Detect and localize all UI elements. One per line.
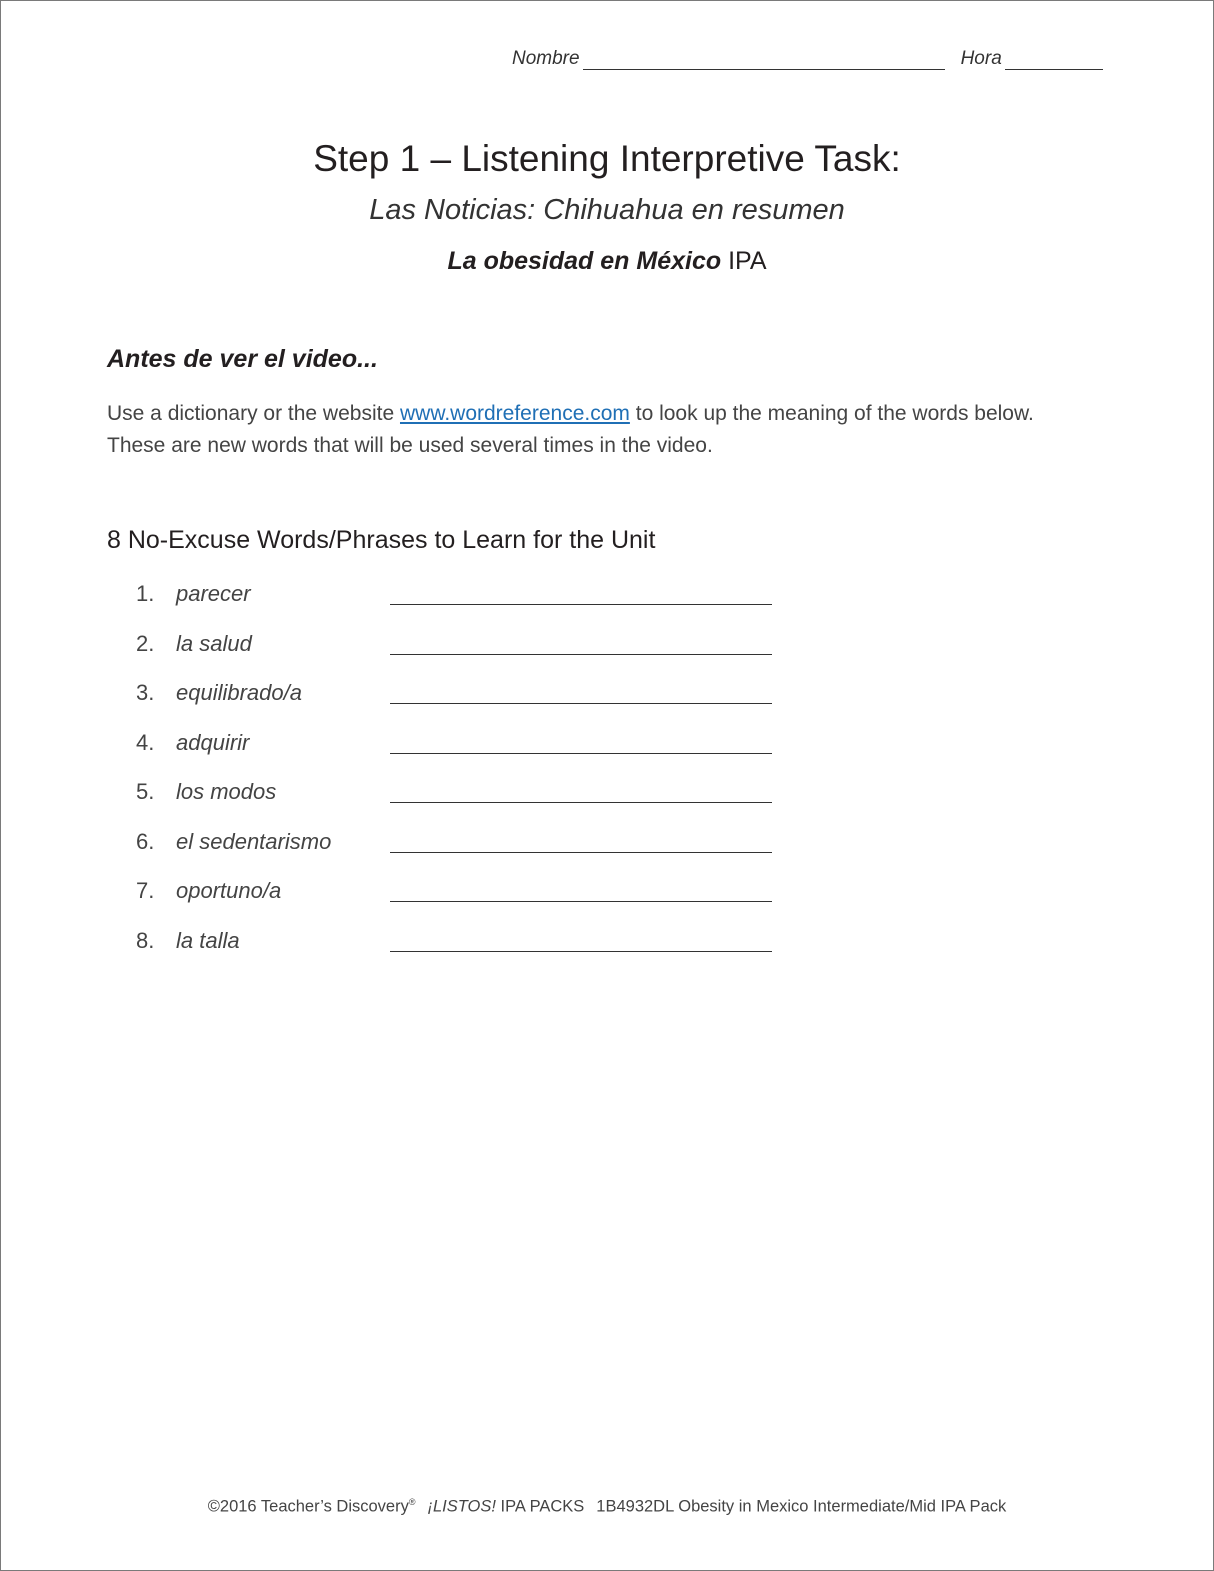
instructions-text-after: to look up the meaning of the words below. These are new words that will be used several times in the video. — [107, 402, 1034, 457]
wordreference-link[interactable]: www.wordreference.com — [399, 402, 630, 425]
instructions-text-before: Use a dictionary or the website — [107, 402, 400, 425]
vocab-word: la salud — [176, 630, 252, 656]
vocab-word: los modos — [176, 779, 277, 804]
footer-brand-rest: IPA PACKS — [495, 1497, 585, 1516]
list-item — [136, 726, 776, 776]
vocab-word: el sedentarismo — [176, 828, 332, 854]
item-number: 6. — [136, 828, 155, 854]
answer-blank[interactable] — [390, 654, 772, 655]
vocab-word: equilibrado/a — [176, 680, 302, 705]
hour-field[interactable] — [1005, 51, 1103, 70]
header-fields — [512, 48, 1103, 70]
list-item — [136, 825, 776, 875]
name-field[interactable] — [583, 51, 945, 70]
list-heading: 8 No-Excuse Words/Phrases to Learn for the Unit — [107, 526, 656, 554]
vocab-word: parecer — [176, 581, 251, 606]
answer-blank[interactable] — [390, 703, 772, 704]
answer-blank[interactable] — [390, 802, 772, 803]
item-number: 8. — [136, 927, 155, 953]
list-item — [136, 924, 776, 974]
item-number: 2. — [136, 630, 155, 656]
footer-copyright: ©2016 Teacher’s Discovery — [207, 1497, 409, 1516]
list-item — [136, 775, 776, 825]
item-number: 3. — [136, 680, 155, 705]
list-item — [136, 676, 776, 726]
item-number: 5. — [136, 779, 155, 804]
list-item — [136, 577, 776, 627]
list-item — [136, 874, 776, 924]
answer-blank[interactable] — [390, 852, 772, 853]
page-subtitle: Las Noticias: Chihuahua en resumen — [369, 194, 845, 226]
vocab-list — [136, 577, 776, 973]
answer-blank[interactable] — [390, 951, 772, 952]
footer-brand-italic: ¡LISTOS! — [427, 1497, 496, 1516]
section-heading: Antes de ver el video... — [107, 345, 378, 373]
page-footer — [0, 1497, 1214, 1517]
instructions — [107, 398, 1067, 462]
vocab-word: adquirir — [176, 729, 250, 755]
list-item — [136, 627, 776, 677]
answer-blank[interactable] — [390, 901, 772, 902]
vocab-word: oportuno/a — [176, 878, 282, 903]
item-number: 1. — [136, 581, 155, 606]
item-number: 4. — [136, 729, 155, 755]
hour-label: Hora — [960, 48, 1002, 69]
page-title: Step 1 – Listening Interpretive Task: — [313, 138, 901, 179]
vocab-word: la talla — [176, 927, 240, 953]
name-label: Nombre — [512, 48, 580, 69]
answer-blank[interactable] — [390, 604, 772, 605]
ipa-title — [0, 247, 1214, 276]
footer-product: 1B4932DL Obesity in Mexico Intermediate/Mid IPA Pack — [596, 1497, 1007, 1516]
ipa-title-suffix: IPA — [721, 247, 767, 275]
item-number: 7. — [136, 878, 155, 903]
ipa-title-italic: La obesidad en México — [447, 247, 722, 275]
answer-blank[interactable] — [390, 753, 772, 754]
registered-mark: ® — [408, 1497, 416, 1507]
